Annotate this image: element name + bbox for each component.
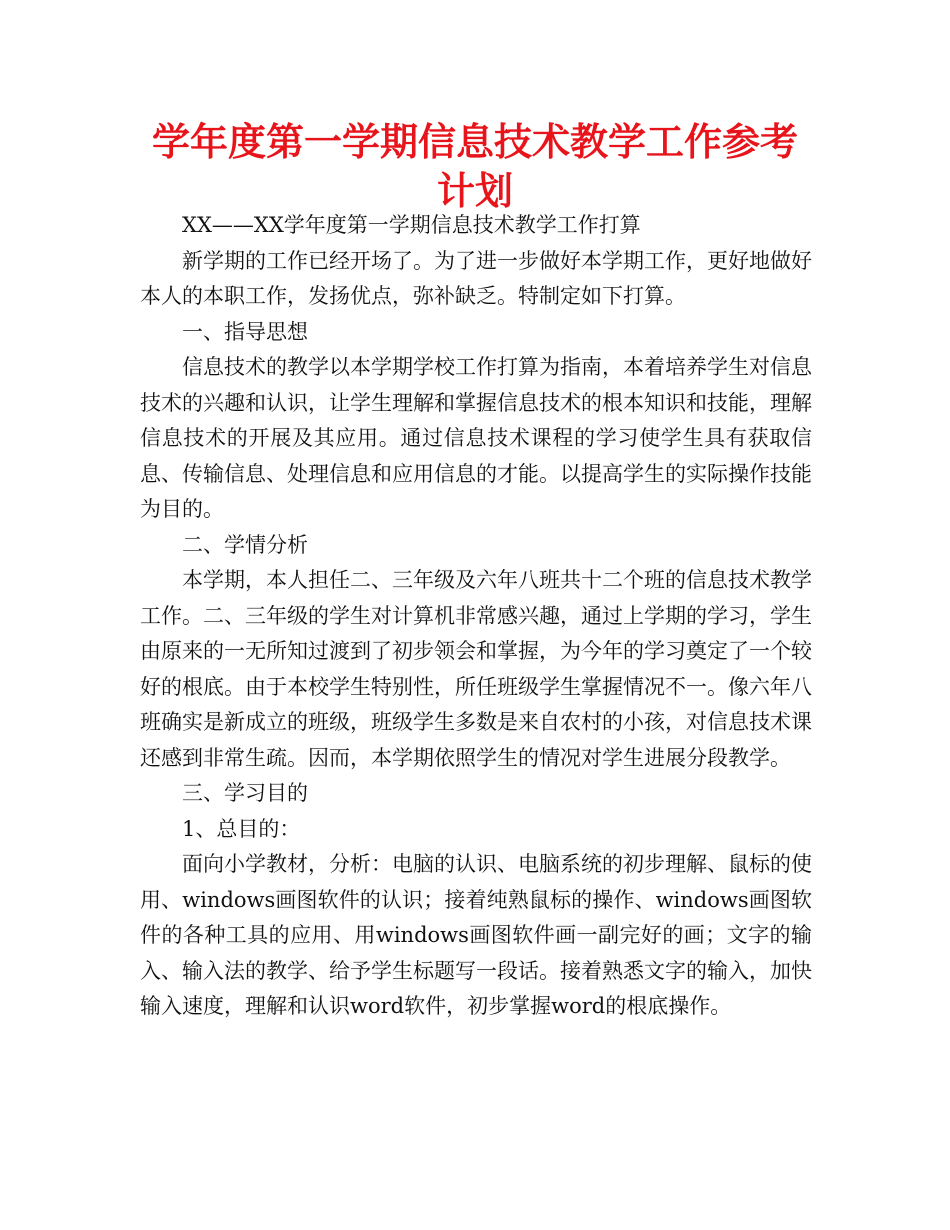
document-body (140, 208, 812, 1025)
paragraph-overall-goal: 面向小学教材，分析：电脑的认识、电脑系统的初步理解、鼠标的使用、windows画图软件的认识；接着纯熟鼠标的操作、windows画图软件的各种工具的应用、用windows画图软件画一副完好的画；文字的输入、输入法的教学、给予学生标题写一段话。接着熟悉文字的输入，加快输入速度，理解和认识word软件，初步掌握word的根底操作。 (140, 852, 812, 1018)
document-title: 学年度第一学期信息技术教学工作参考计划 (151, 120, 798, 213)
paragraph-guiding-thought: 信息技术的教学以本学期学校工作打算为指南，本着培养学生对信息技术的兴趣和认识，让学生理解和掌握信息技术的根本知识和技能，理解信息技术的开展及其应用。通过信息技术课程的学习使学生具有获取信息、传输信息、处理信息和应用信息的才能。以提高学生的实际操作技能为目的。 (140, 355, 812, 521)
section-heading-student-analysis: 二、学情分析 (182, 532, 308, 557)
section-heading-learning-goals: 三、学习目的 (182, 781, 308, 805)
paragraph-intro: 新学期的工作已经开场了。为了进一步做好本学期工作，更好地做好本人的本职工作，发扬优点，弥补缺乏。特制定如下打算。 (140, 248, 812, 308)
section-heading-guiding-thought: 一、指导思想 (182, 319, 308, 344)
paragraph-subtitle: XX——XX学年度第一学期信息技术教学工作打算 (182, 213, 641, 237)
subsection-heading-overall-goal: 1、总目的： (182, 816, 301, 841)
paragraph-student-analysis: 本学期，本人担任二、三年级及六年八班共十二个班的信息技术教学工作。二、三年级的学生对计算机非常感兴趣，通过上学期的学习，学生由原来的一无所知过渡到了初步领会和掌握，为今年的学习奠定了一个较好的根底。由于本校学生特别性，所任班级学生掌握情况不一。像六年八班确实是新成立的班级，班级学生多数是来自农村的小孩，对信息技术课还感到非常生疏。因而，本学期依照学生的情况对学生进展分段教学。 (140, 568, 812, 770)
